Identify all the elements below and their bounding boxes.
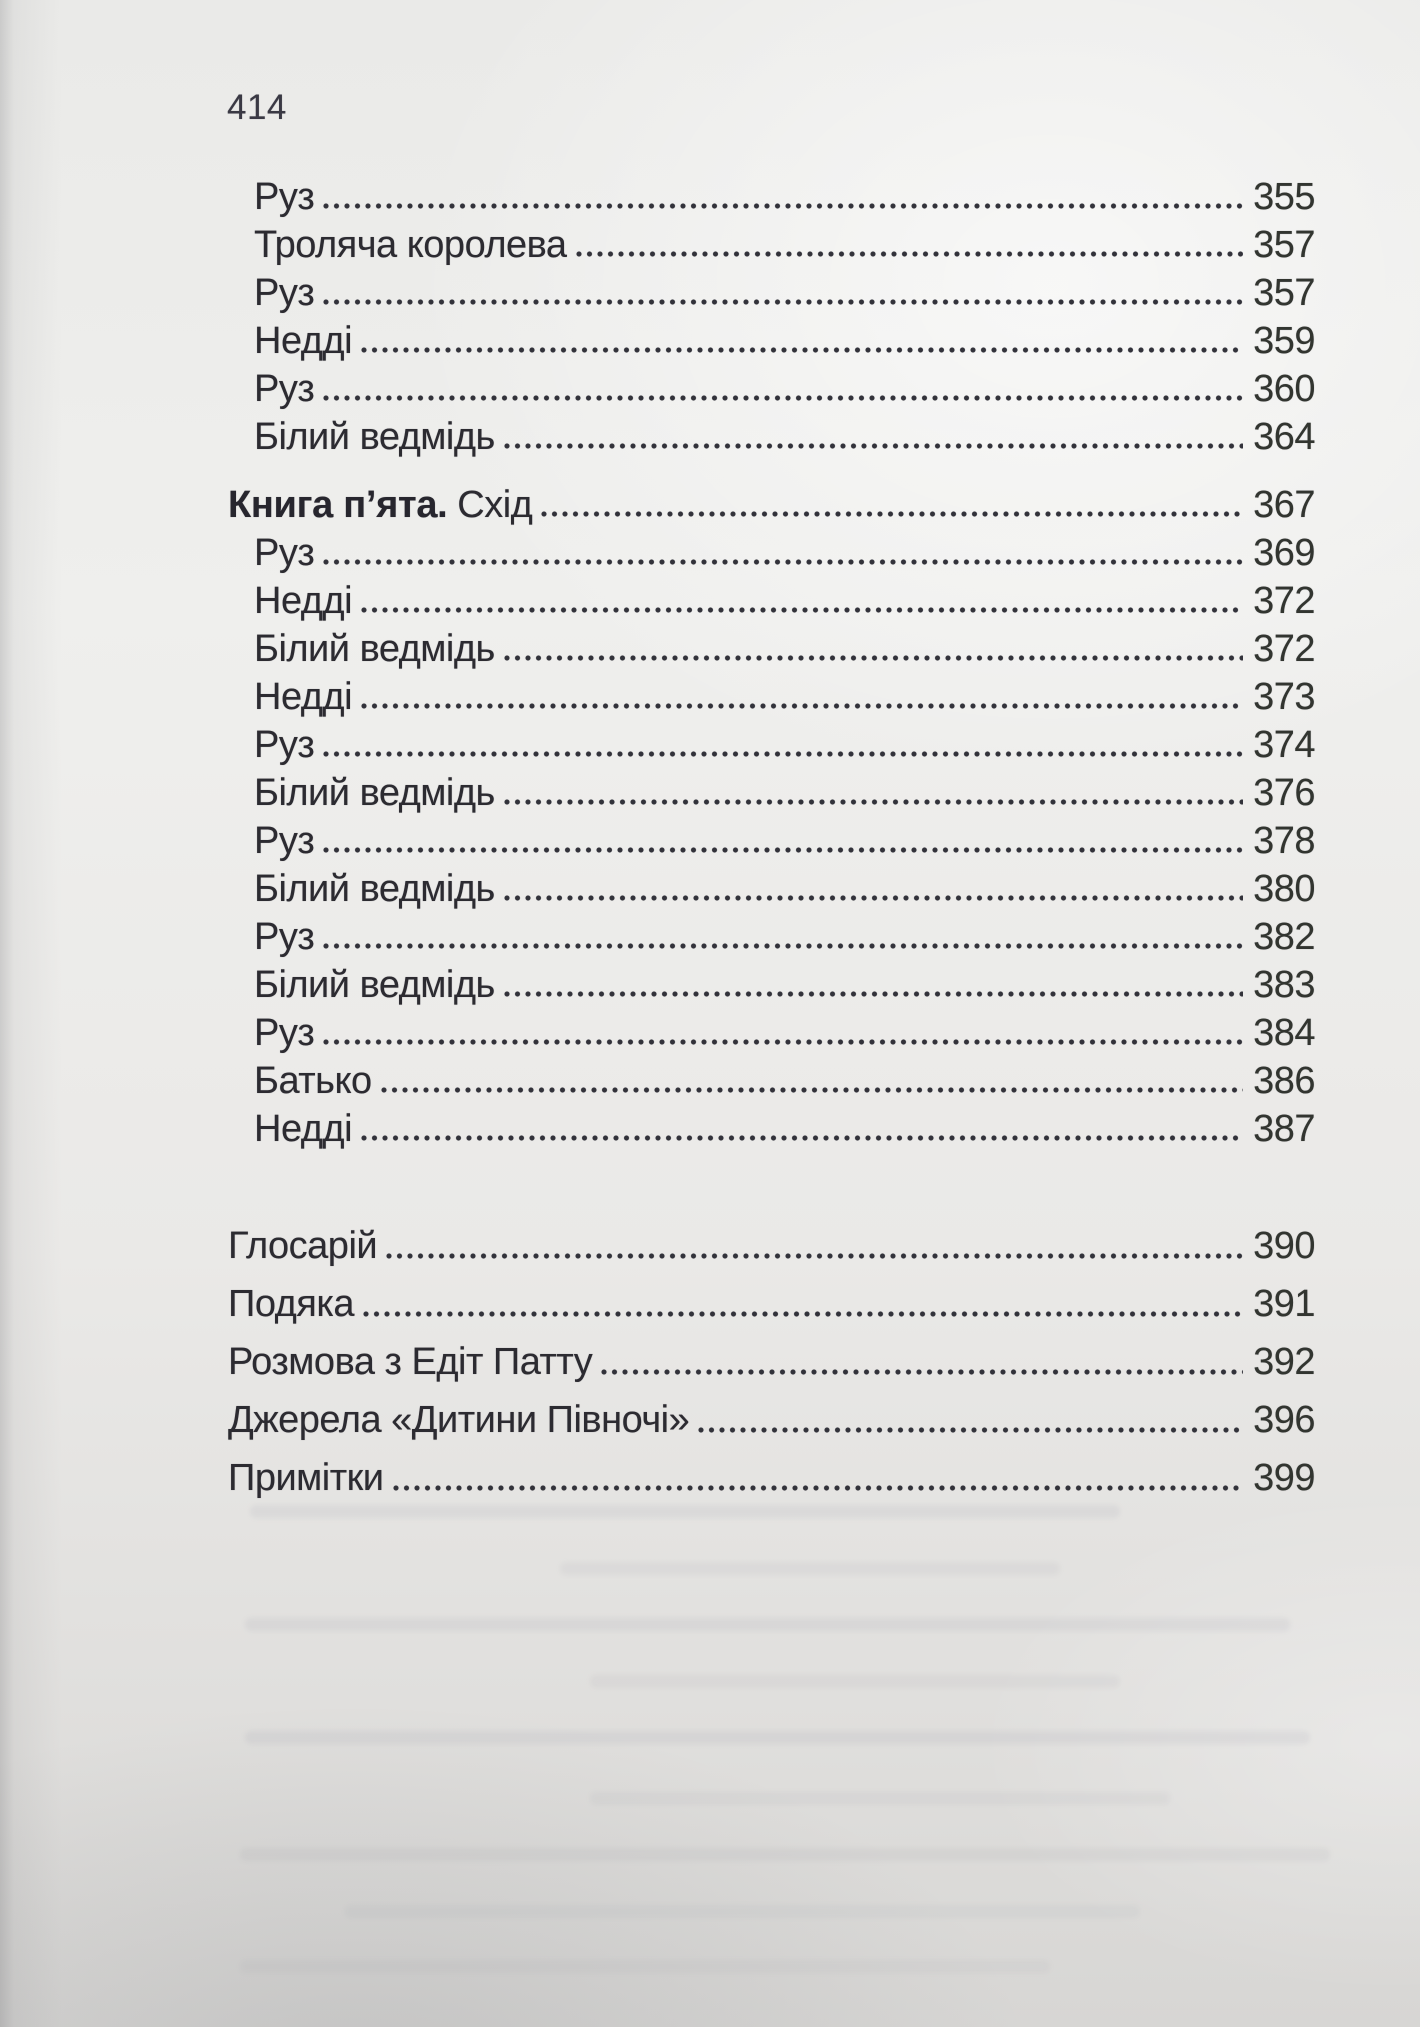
toc-entry-label (254, 173, 314, 221)
toc-entry (228, 673, 1315, 721)
toc-entry-label (254, 365, 314, 413)
dot-leader (323, 559, 1243, 565)
toc-entry-text: Білий ведмідь (254, 628, 495, 670)
toc-entry-text: Розмова з Едіт Патту (228, 1341, 593, 1383)
dot-leader (601, 1369, 1243, 1375)
toc-entry-label (254, 1105, 352, 1153)
dot-leader (504, 443, 1243, 449)
toc-entry-label (228, 1391, 689, 1449)
toc-group-book-four-end (228, 173, 1315, 461)
toc-entry-label (228, 1333, 592, 1391)
dot-leader (504, 895, 1243, 901)
dot-leader (541, 511, 1243, 517)
toc-entry-text: Недді (254, 676, 353, 718)
toc-entry-page-number: 372 (1253, 580, 1315, 622)
toc-entry-label (254, 913, 314, 961)
toc-entry-label (228, 1449, 384, 1507)
dot-leader (504, 655, 1243, 661)
toc-entry-text: Недді (254, 1108, 353, 1150)
toc-entry-page-number: 386 (1253, 1060, 1315, 1102)
toc-entry (228, 317, 1315, 365)
toc-entry-page-number: 387 (1253, 1108, 1315, 1150)
toc-entry-label (228, 1275, 354, 1333)
toc-entry (228, 721, 1315, 769)
toc-entry-page-number: 390 (1253, 1225, 1315, 1267)
toc-entry-page-number: 392 (1253, 1341, 1315, 1383)
toc-group-book-five (228, 481, 1315, 1153)
toc-entry (228, 865, 1315, 913)
toc-entry (228, 625, 1315, 673)
toc-entry (228, 769, 1315, 817)
toc-entry-text: Подяка (228, 1283, 354, 1325)
toc-entry (228, 481, 1315, 529)
show-through-artifact (240, 1960, 1050, 1973)
toc-entry-text: Примітки (228, 1457, 384, 1499)
toc-group-backmatter (228, 1217, 1315, 1507)
dot-leader (393, 1485, 1244, 1491)
dot-leader (323, 847, 1243, 853)
toc-entry-label (254, 721, 314, 769)
toc-entry (228, 961, 1315, 1009)
toc-entry-label (228, 1217, 377, 1275)
toc-entry-page-number: 373 (1253, 676, 1315, 718)
toc-entry (228, 1009, 1315, 1057)
toc-entry-label (228, 481, 532, 529)
toc-entry-text: Джерела «Дитини Півночі» (228, 1399, 690, 1441)
toc-entry-page-number: 384 (1253, 1012, 1315, 1054)
toc-entry (228, 1333, 1315, 1391)
toc-entry-text: Недді (254, 580, 353, 622)
show-through-artifact (345, 1905, 1140, 1918)
toc-entry-label (254, 413, 495, 461)
toc-entry (228, 1449, 1315, 1507)
toc-entry-text: Недді (254, 320, 353, 362)
dot-leader (323, 1039, 1243, 1045)
dot-leader (504, 799, 1243, 805)
toc-entry-page-number: 383 (1253, 964, 1315, 1006)
toc-entry-text: Руз (254, 820, 315, 862)
toc-entry (228, 221, 1315, 269)
toc-entry-page-number: 376 (1253, 772, 1315, 814)
toc-entry-text: Глосарій (228, 1225, 378, 1267)
toc-entry-label (254, 317, 352, 365)
dot-leader (361, 1135, 1243, 1141)
toc-entry-text: Руз (254, 368, 315, 410)
toc-entry-page-number: 355 (1253, 176, 1315, 218)
show-through-artifact (560, 1562, 1060, 1575)
toc-entry-page-number: 372 (1253, 628, 1315, 670)
toc-entry (228, 817, 1315, 865)
toc-entry (228, 577, 1315, 625)
toc-entry (228, 365, 1315, 413)
toc-entry-text: Білий ведмідь (254, 772, 495, 814)
toc-entry-page-number: 374 (1253, 724, 1315, 766)
dot-leader (361, 347, 1243, 353)
toc-entry (228, 413, 1315, 461)
toc-entry-text: Батько (254, 1060, 372, 1102)
show-through-artifact (240, 1848, 1330, 1861)
toc-entry-text: Схід (457, 484, 533, 526)
show-through-artifact (245, 1618, 1290, 1631)
show-through-artifact (590, 1792, 1170, 1805)
toc-entry (228, 1105, 1315, 1153)
dot-leader (504, 991, 1243, 997)
toc-entry-label (254, 1009, 314, 1057)
dot-leader (323, 299, 1243, 305)
dot-leader (386, 1253, 1243, 1259)
toc-section-title: Книга п’ята. (228, 484, 448, 526)
toc-entry-text: Руз (254, 176, 315, 218)
show-through-artifact (245, 1731, 1310, 1744)
toc-entry (228, 1217, 1315, 1275)
toc-entry (228, 1275, 1315, 1333)
toc-entry-page-number: 359 (1253, 320, 1315, 362)
toc-entry-label (254, 625, 495, 673)
toc-entry-page-number: 380 (1253, 868, 1315, 910)
toc-entry (228, 173, 1315, 221)
toc-entry-label (254, 865, 495, 913)
dot-leader (381, 1087, 1243, 1093)
toc-entry-label (254, 1057, 372, 1105)
toc-entry-label (254, 529, 314, 577)
show-through-artifact (590, 1675, 1120, 1688)
toc-entry-text: Руз (254, 724, 315, 766)
dot-leader (323, 751, 1243, 757)
toc-entry-page-number: 369 (1253, 532, 1315, 574)
toc-entry-text: Руз (254, 916, 315, 958)
toc-entry (228, 1391, 1315, 1449)
toc-entry-page-number: 391 (1253, 1283, 1315, 1325)
dot-leader (361, 607, 1243, 613)
show-through-artifact (250, 1505, 1120, 1518)
toc-entry-page-number: 399 (1253, 1457, 1315, 1499)
toc-entry-page-number: 367 (1253, 484, 1315, 526)
toc-entry-page-number: 396 (1253, 1399, 1315, 1441)
toc-entry-text: Руз (254, 532, 315, 574)
toc-entry-text: Руз (254, 1012, 315, 1054)
toc-entry-label (254, 221, 567, 269)
table-of-contents (228, 173, 1315, 1507)
dot-leader (363, 1311, 1243, 1317)
toc-entry-text: Руз (254, 272, 315, 314)
toc-entry-page-number: 360 (1253, 368, 1315, 410)
toc-entry (228, 1057, 1315, 1105)
dot-leader (698, 1427, 1243, 1433)
dot-leader (576, 251, 1244, 257)
toc-entry-text: Троляча королева (254, 224, 567, 266)
page-number: 414 (227, 88, 287, 127)
toc-entry (228, 529, 1315, 577)
toc-entry-text: Білий ведмідь (254, 964, 495, 1006)
toc-entry-page-number: 357 (1253, 224, 1315, 266)
toc-entry-label (254, 769, 495, 817)
toc-entry-label (254, 577, 352, 625)
dot-leader (323, 395, 1243, 401)
toc-entry (228, 269, 1315, 317)
toc-entry-page-number: 364 (1253, 416, 1315, 458)
toc-entry-page-number: 357 (1253, 272, 1315, 314)
toc-entry (228, 913, 1315, 961)
toc-entry-label (254, 961, 495, 1009)
toc-entry-page-number: 378 (1253, 820, 1315, 862)
toc-entry-page-number: 382 (1253, 916, 1315, 958)
dot-leader (361, 703, 1243, 709)
toc-entry-label (254, 269, 314, 317)
dot-leader (323, 203, 1243, 209)
toc-entry-label (254, 817, 314, 865)
toc-entry-label (254, 673, 352, 721)
toc-entry-text: Білий ведмідь (254, 868, 495, 910)
dot-leader (323, 943, 1243, 949)
toc-entry-text: Білий ведмідь (254, 416, 495, 458)
